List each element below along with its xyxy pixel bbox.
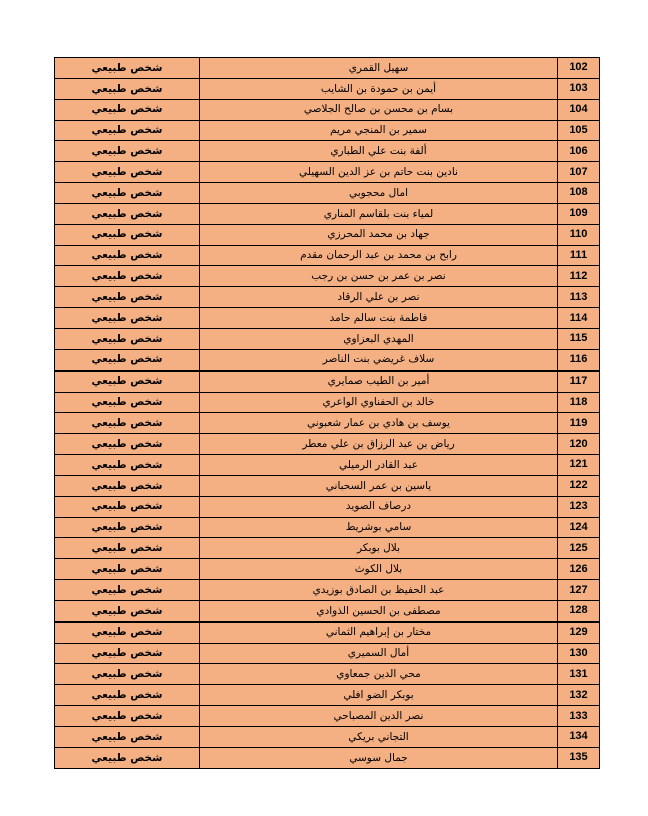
row-number: 130 xyxy=(558,643,600,664)
table-row xyxy=(55,685,600,706)
person-name: نصر بن علي الرقاد xyxy=(200,287,558,308)
table-row xyxy=(55,455,600,476)
row-number: 119 xyxy=(558,413,600,434)
person-name: بسام بن محسن بن صالح الجلاصي xyxy=(200,99,558,120)
person-type: شخص طبيعي xyxy=(55,517,200,538)
person-name: بلال الكوث xyxy=(200,559,558,580)
table-row xyxy=(55,287,600,308)
person-name: مختار بن إبراهيم الثماني xyxy=(200,622,558,643)
person-name: سمير بن المنجي مريم xyxy=(200,120,558,141)
registry-table xyxy=(54,57,600,769)
person-name: جمال سوسي xyxy=(200,747,558,768)
person-name: سهيل القمري xyxy=(200,58,558,79)
row-number: 106 xyxy=(558,141,600,162)
row-number: 113 xyxy=(558,287,600,308)
row-number: 109 xyxy=(558,203,600,224)
row-number: 122 xyxy=(558,475,600,496)
person-type: شخص طبيعي xyxy=(55,455,200,476)
row-number: 131 xyxy=(558,664,600,685)
row-number: 116 xyxy=(558,349,600,370)
person-type: شخص طبيعي xyxy=(55,685,200,706)
person-type: شخص طبيعي xyxy=(55,141,200,162)
row-number: 129 xyxy=(558,622,600,643)
row-number: 123 xyxy=(558,496,600,517)
table-row xyxy=(55,99,600,120)
person-name: نصر الدين المصباحي xyxy=(200,706,558,727)
person-name: بوبكر الضو افلي xyxy=(200,685,558,706)
person-name: خالد بن الحفناوي الواعري xyxy=(200,392,558,413)
person-type: شخص طبيعي xyxy=(55,706,200,727)
table-row xyxy=(55,371,600,392)
row-number: 111 xyxy=(558,245,600,266)
person-type: شخص طبيعي xyxy=(55,371,200,392)
person-name: أيمن بن حمودة بن الشايب xyxy=(200,78,558,99)
row-number: 126 xyxy=(558,559,600,580)
person-name: التجاني بريكي xyxy=(200,727,558,748)
person-type: شخص طبيعي xyxy=(55,600,200,621)
table-row xyxy=(55,643,600,664)
person-type: شخص طبيعي xyxy=(55,183,200,204)
table-row xyxy=(55,308,600,329)
row-number: 105 xyxy=(558,120,600,141)
person-type: شخص طبيعي xyxy=(55,328,200,349)
person-type: شخص طبيعي xyxy=(55,413,200,434)
row-number: 103 xyxy=(558,78,600,99)
table-row xyxy=(55,475,600,496)
row-number: 120 xyxy=(558,434,600,455)
person-type: شخص طبيعي xyxy=(55,287,200,308)
row-number: 108 xyxy=(558,183,600,204)
table-row xyxy=(55,559,600,580)
table-row xyxy=(55,413,600,434)
person-type: شخص طبيعي xyxy=(55,643,200,664)
table-row xyxy=(55,622,600,643)
row-number: 124 xyxy=(558,517,600,538)
person-type: شخص طبيعي xyxy=(55,434,200,455)
person-type: شخص طبيعي xyxy=(55,78,200,99)
person-name: جهاد بن محمد المحرزي xyxy=(200,224,558,245)
row-number: 110 xyxy=(558,224,600,245)
table-row xyxy=(55,58,600,79)
person-name: رياض بن عبد الرزاق بن علي معطر xyxy=(200,434,558,455)
table-row xyxy=(55,203,600,224)
person-name: بلال بوبكر xyxy=(200,538,558,559)
person-type: شخص طبيعي xyxy=(55,392,200,413)
person-type: شخص طبيعي xyxy=(55,203,200,224)
person-name: ياسين بن عمر السحباني xyxy=(200,475,558,496)
person-type: شخص طبيعي xyxy=(55,622,200,643)
table-row xyxy=(55,727,600,748)
table-row xyxy=(55,392,600,413)
row-number: 133 xyxy=(558,706,600,727)
table-row xyxy=(55,183,600,204)
person-type: شخص طبيعي xyxy=(55,559,200,580)
person-name: أمال السميري xyxy=(200,643,558,664)
person-type: شخص طبيعي xyxy=(55,162,200,183)
row-number: 104 xyxy=(558,99,600,120)
table-row xyxy=(55,496,600,517)
table-row xyxy=(55,538,600,559)
person-type: شخص طبيعي xyxy=(55,58,200,79)
person-name: لمياء بنت بلقاسم المناري xyxy=(200,203,558,224)
person-name: محي الدين جمعاوي xyxy=(200,664,558,685)
person-name: سامي بوشريط xyxy=(200,517,558,538)
person-name: سلاف غريضي بنت الناصر xyxy=(200,349,558,370)
person-name: رابح بن محمد بن عبد الرحمان مقدم xyxy=(200,245,558,266)
person-name: امال محجوبي xyxy=(200,183,558,204)
table-row xyxy=(55,517,600,538)
table-row xyxy=(55,747,600,768)
row-number: 125 xyxy=(558,538,600,559)
row-number: 107 xyxy=(558,162,600,183)
person-name: ألفة بنت علي الطباري xyxy=(200,141,558,162)
person-type: شخص طبيعي xyxy=(55,580,200,601)
person-type: شخص طبيعي xyxy=(55,245,200,266)
person-name: يوسف بن هادي بن عمار شعبوني xyxy=(200,413,558,434)
person-name: درصاف الصويد xyxy=(200,496,558,517)
person-type: شخص طبيعي xyxy=(55,475,200,496)
person-type: شخص طبيعي xyxy=(55,266,200,287)
table-row xyxy=(55,664,600,685)
person-name: نصر بن عمر بن حسن بن رجب xyxy=(200,266,558,287)
row-number: 117 xyxy=(558,371,600,392)
person-type: شخص طبيعي xyxy=(55,224,200,245)
person-name: مصطفى بن الحسين الذوادي xyxy=(200,600,558,621)
row-number: 135 xyxy=(558,747,600,768)
table-row xyxy=(55,78,600,99)
table-row xyxy=(55,349,600,370)
row-number: 102 xyxy=(558,58,600,79)
person-type: شخص طبيعي xyxy=(55,496,200,517)
table-row xyxy=(55,600,600,621)
table-row xyxy=(55,706,600,727)
row-number: 112 xyxy=(558,266,600,287)
row-number: 132 xyxy=(558,685,600,706)
table-row xyxy=(55,141,600,162)
person-type: شخص طبيعي xyxy=(55,349,200,370)
person-type: شخص طبيعي xyxy=(55,727,200,748)
table-row xyxy=(55,434,600,455)
table-row xyxy=(55,245,600,266)
row-number: 128 xyxy=(558,600,600,621)
person-type: شخص طبيعي xyxy=(55,747,200,768)
person-name: عبد القادر الرميلي xyxy=(200,455,558,476)
row-number: 118 xyxy=(558,392,600,413)
row-number: 115 xyxy=(558,328,600,349)
table-row xyxy=(55,328,600,349)
person-type: شخص طبيعي xyxy=(55,120,200,141)
person-name: نادين بنت حاتم بن عز الدين السهيلي xyxy=(200,162,558,183)
row-number: 127 xyxy=(558,580,600,601)
person-type: شخص طبيعي xyxy=(55,664,200,685)
person-type: شخص طبيعي xyxy=(55,99,200,120)
table-row xyxy=(55,580,600,601)
person-name: عبد الحفيظ بن الصادق بوزيدي xyxy=(200,580,558,601)
person-type: شخص طبيعي xyxy=(55,538,200,559)
row-number: 134 xyxy=(558,727,600,748)
person-name: أمير بن الطيب صمايري xyxy=(200,371,558,392)
person-name: المهدي البعزاوي xyxy=(200,328,558,349)
table-row xyxy=(55,120,600,141)
person-type: شخص طبيعي xyxy=(55,308,200,329)
row-number: 114 xyxy=(558,308,600,329)
table-row xyxy=(55,162,600,183)
registry-body xyxy=(55,58,600,769)
person-name: فاطمة بنت سالم حامد xyxy=(200,308,558,329)
table-row xyxy=(55,224,600,245)
row-number: 121 xyxy=(558,455,600,476)
table-row xyxy=(55,266,600,287)
